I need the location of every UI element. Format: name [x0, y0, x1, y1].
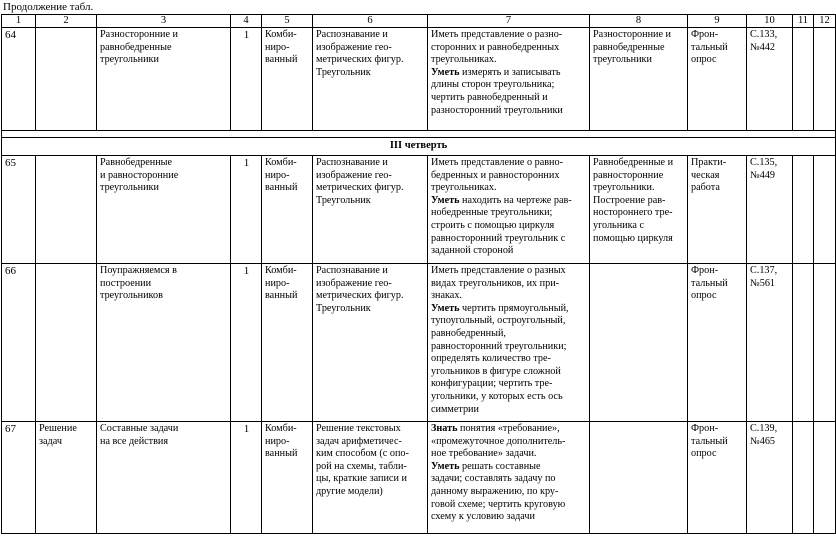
- column-number-9: 9: [688, 15, 747, 28]
- requirement-line: треугольниках.: [431, 54, 497, 66]
- requirement-line: тупоугольный, остроугольный,: [431, 315, 566, 327]
- requirements-cell: [428, 264, 590, 422]
- lesson-type-cell: [262, 156, 313, 264]
- lesson-type-cell-line: ванный: [265, 54, 298, 66]
- homework-cell-line: С.133,: [750, 29, 778, 40]
- pupil-activity-cell: [590, 28, 688, 131]
- concepts-cell-line: Распознавание и: [316, 265, 388, 276]
- concepts-cell-line: изображение гео-: [316, 169, 392, 181]
- concepts-cell-line: рой на схемы, табли-: [316, 460, 407, 472]
- requirement-keyword: Уметь: [431, 302, 460, 314]
- table-row: [2, 264, 836, 422]
- spacer-cell: [2, 131, 836, 138]
- column-number-1: 1: [2, 15, 36, 28]
- concepts-cell-line: задач арифметичес-: [316, 435, 402, 447]
- requirement-line: Знать понятия «требование»,: [431, 423, 560, 434]
- requirement-keyword: Уметь: [431, 460, 460, 472]
- requirement-line: Иметь представление о равно-: [431, 157, 563, 168]
- requirement-line: заданной стороной: [431, 245, 514, 257]
- topic-cell-line: треугольники: [100, 54, 159, 66]
- spacer-row: [2, 131, 836, 138]
- control-cell-line: Практи-: [691, 157, 727, 168]
- lesson-type-cell: [262, 28, 313, 131]
- column-number-8: 8: [590, 15, 688, 28]
- requirement-line: треугольниках.: [431, 182, 497, 194]
- lesson-type-cell-line: Комби-: [265, 265, 297, 276]
- requirement-line: Уметь находить на чертеже рав-: [431, 194, 572, 206]
- extra-cell-12: [814, 264, 836, 422]
- quarter-row: [2, 138, 836, 156]
- concepts-cell: [313, 156, 428, 264]
- section-cell: [36, 28, 97, 131]
- control-cell: [688, 422, 747, 534]
- pupil-activity-cell: [590, 422, 688, 534]
- concepts-cell-line: цы, краткие записи и: [316, 473, 407, 485]
- homework-cell: [747, 264, 793, 422]
- lesson-type-cell-line: ванный: [265, 290, 298, 302]
- lesson-type-cell-line: ниро-: [265, 277, 290, 289]
- concepts-cell-line: Треугольник: [316, 66, 371, 78]
- concepts-cell-line: Треугольник: [316, 302, 371, 314]
- requirement-line: равносторонний треугольники;: [431, 340, 567, 352]
- homework-cell-line: С.139,: [750, 423, 778, 434]
- lesson-type-cell-line: ниро-: [265, 435, 290, 447]
- column-number-12: 12: [814, 15, 836, 28]
- pupil-activity-cell-line: угольника с: [593, 219, 644, 231]
- topic-cell-line: Поупражняемся в: [100, 265, 177, 276]
- column-number-4: 4: [231, 15, 262, 28]
- topic-cell-line: на все действия: [100, 435, 169, 447]
- pupil-activity-cell-line: Разносторонние и: [593, 29, 672, 40]
- lesson-type-cell-line: ванный: [265, 182, 298, 194]
- concepts-cell-line: изображение гео-: [316, 41, 392, 53]
- requirement-line: Иметь представление о разно-: [431, 29, 563, 40]
- topic-cell-line: треугольники: [100, 182, 159, 194]
- requirement-keyword: Знать: [431, 423, 458, 434]
- control-cell-line: ческая: [691, 169, 720, 181]
- pupil-activity-cell-line: ностороннего тре-: [593, 207, 673, 219]
- extra-cell-11: [793, 422, 814, 534]
- requirement-line: угольников в фигуре сложной: [431, 365, 561, 377]
- requirements-cell: [428, 28, 590, 131]
- column-number-6: 6: [313, 15, 428, 28]
- requirement-line: схему к условию задачи: [431, 511, 535, 523]
- pupil-activity-cell-line: треугольники.: [593, 182, 655, 194]
- topic-cell-line: Составные задачи: [100, 423, 179, 434]
- lesson-type-cell-line: Комби-: [265, 29, 297, 40]
- control-cell-line: Фрон-: [691, 423, 719, 434]
- requirement-line: видах треугольников, их при-: [431, 277, 560, 289]
- homework-cell-line: С.135,: [750, 157, 778, 168]
- section-cell-line: Решение: [39, 423, 77, 434]
- lesson-type-cell: [262, 264, 313, 422]
- requirement-line: равносторонний треугольник с: [431, 232, 566, 244]
- control-cell-line: Фрон-: [691, 265, 719, 276]
- requirement-line: длины сторон треугольника;: [431, 79, 555, 91]
- control-cell-line: Фрон-: [691, 29, 719, 40]
- hours-cell: 1: [231, 28, 262, 131]
- pupil-activity-cell-line: Равнобедренные и: [593, 157, 674, 168]
- concepts-cell: [313, 28, 428, 131]
- requirement-line: симметрии: [431, 403, 479, 415]
- topic-cell-line: и равносторонние: [100, 169, 179, 181]
- extra-cell-11: [793, 28, 814, 131]
- control-cell-line: опрос: [691, 54, 717, 66]
- homework-cell-line: №449: [750, 169, 776, 181]
- requirement-line: «промежуточное дополнитель-: [431, 435, 566, 447]
- quarter-title: III четверть: [2, 138, 836, 156]
- concepts-cell: [313, 422, 428, 534]
- topic-cell: [97, 422, 231, 534]
- table-caption: Продолжение табл.: [3, 1, 94, 13]
- homework-cell-line: №465: [750, 435, 776, 447]
- column-number-7: 7: [428, 15, 590, 28]
- requirement-line: Уметь измерять и записывать: [431, 66, 561, 78]
- section-cell: [36, 422, 97, 534]
- section-cell: [36, 156, 97, 264]
- hours-cell: 1: [231, 156, 262, 264]
- concepts-cell-line: метрических фигур.: [316, 54, 404, 66]
- lesson-type-cell-line: ниро-: [265, 169, 290, 181]
- requirement-line: чертить равнобедренный и: [431, 91, 548, 103]
- control-cell-line: работа: [691, 182, 720, 194]
- topic-cell: [97, 264, 231, 422]
- control-cell-line: опрос: [691, 290, 717, 302]
- requirement-line: говой схеме; чертить круговую: [431, 498, 566, 510]
- control-cell: [688, 156, 747, 264]
- requirement-line: строить с помощью циркуля: [431, 219, 555, 231]
- pupil-activity-cell: [590, 156, 688, 264]
- concepts-cell: [313, 264, 428, 422]
- requirement-line: конфигурации; чертить тре-: [431, 378, 553, 390]
- pupil-activity-cell-line: помощью циркуля: [593, 232, 673, 244]
- control-cell-line: тальный: [691, 41, 728, 53]
- requirement-line: бедренных и равносторонних: [431, 169, 560, 181]
- control-cell: [688, 264, 747, 422]
- concepts-cell-line: Треугольник: [316, 194, 371, 206]
- lesson-type-cell-line: ниро-: [265, 41, 290, 53]
- requirement-line: Иметь представление о разных: [431, 265, 566, 276]
- column-number-3: 3: [97, 15, 231, 28]
- requirement-keyword: Уметь: [431, 66, 460, 78]
- lesson-number: 66: [2, 264, 36, 422]
- column-number-2: 2: [36, 15, 97, 28]
- requirement-line: определять количество тре-: [431, 353, 551, 365]
- topic-cell-line: равнобедренные: [100, 41, 172, 53]
- concepts-cell-line: Решение текстовых: [316, 423, 401, 434]
- lesson-number: 65: [2, 156, 36, 264]
- column-number-5: 5: [262, 15, 313, 28]
- control-cell: [688, 28, 747, 131]
- concepts-cell-line: Распознавание и: [316, 157, 388, 168]
- hours-cell: 1: [231, 264, 262, 422]
- requirement-line: задачи; составлять задачу по: [431, 473, 556, 485]
- homework-cell-line: С.137,: [750, 265, 778, 276]
- requirement-line: Уметь решать составные: [431, 460, 541, 472]
- extra-cell-11: [793, 264, 814, 422]
- column-number-10: 10: [747, 15, 793, 28]
- control-cell-line: опрос: [691, 448, 717, 460]
- concepts-cell-line: Распознавание и: [316, 29, 388, 40]
- topic-cell-line: треугольников: [100, 290, 163, 302]
- concepts-cell-line: ким способом (с опо-: [316, 448, 409, 460]
- requirement-line: сторонних и равнобедренных: [431, 41, 560, 53]
- requirements-cell: [428, 422, 590, 534]
- lesson-type-cell: [262, 422, 313, 534]
- topic-cell: [97, 28, 231, 131]
- lesson-number: 64: [2, 28, 36, 131]
- requirement-line: ное требование» задачи.: [431, 448, 537, 460]
- extra-cell-12: [814, 422, 836, 534]
- extra-cell-12: [814, 28, 836, 131]
- pupil-activity-cell-line: треугольники: [593, 54, 652, 66]
- topic-cell-line: Равнобедренные: [100, 157, 173, 168]
- column-number-11: 11: [793, 15, 814, 28]
- pupil-activity-cell: [590, 264, 688, 422]
- pupil-activity-cell-line: Построение рав-: [593, 194, 666, 206]
- requirement-line: угольники, у которых есть ось: [431, 390, 563, 402]
- pupil-activity-cell-line: равносторонние: [593, 169, 664, 181]
- requirement-line: нобедренные треугольники;: [431, 207, 553, 219]
- hours-cell: 1: [231, 422, 262, 534]
- lesson-type-cell-line: Комби-: [265, 423, 297, 434]
- homework-cell: [747, 422, 793, 534]
- extra-cell-11: [793, 156, 814, 264]
- lesson-type-cell-line: Комби-: [265, 157, 297, 168]
- requirements-cell: [428, 156, 590, 264]
- homework-cell-line: №561: [750, 277, 776, 289]
- concepts-cell-line: изображение гео-: [316, 277, 392, 289]
- homework-cell: [747, 156, 793, 264]
- requirement-keyword: Уметь: [431, 194, 460, 206]
- extra-cell-12: [814, 156, 836, 264]
- table-row: [2, 422, 836, 534]
- column-number-row: [2, 15, 836, 28]
- requirement-line: Уметь чертить прямоугольный,: [431, 302, 569, 314]
- homework-cell: [747, 28, 793, 131]
- pupil-activity-cell-line: равнобедренные: [593, 41, 665, 53]
- topic-cell: [97, 156, 231, 264]
- homework-cell-line: №442: [750, 41, 776, 53]
- control-cell-line: тальный: [691, 277, 728, 289]
- requirement-line: знаках.: [431, 290, 462, 302]
- concepts-cell-line: метрических фигур.: [316, 290, 404, 302]
- topic-cell-line: построении: [100, 277, 152, 289]
- section-cell: [36, 264, 97, 422]
- lesson-plan-table: [1, 14, 836, 534]
- table-row: [2, 28, 836, 131]
- control-cell-line: тальный: [691, 435, 728, 447]
- section-cell-line: задач: [39, 435, 62, 447]
- lesson-type-cell-line: ванный: [265, 448, 298, 460]
- topic-cell-line: Разносторонние и: [100, 29, 179, 40]
- requirement-line: данному выражению, по кру-: [431, 485, 559, 497]
- table-row: [2, 156, 836, 264]
- requirement-line: равнобедренный,: [431, 327, 506, 339]
- concepts-cell-line: метрических фигур.: [316, 182, 404, 194]
- requirement-line: разносторонний треугольники: [431, 104, 563, 116]
- concepts-cell-line: другие модели): [316, 485, 383, 497]
- lesson-number: 67: [2, 422, 36, 534]
